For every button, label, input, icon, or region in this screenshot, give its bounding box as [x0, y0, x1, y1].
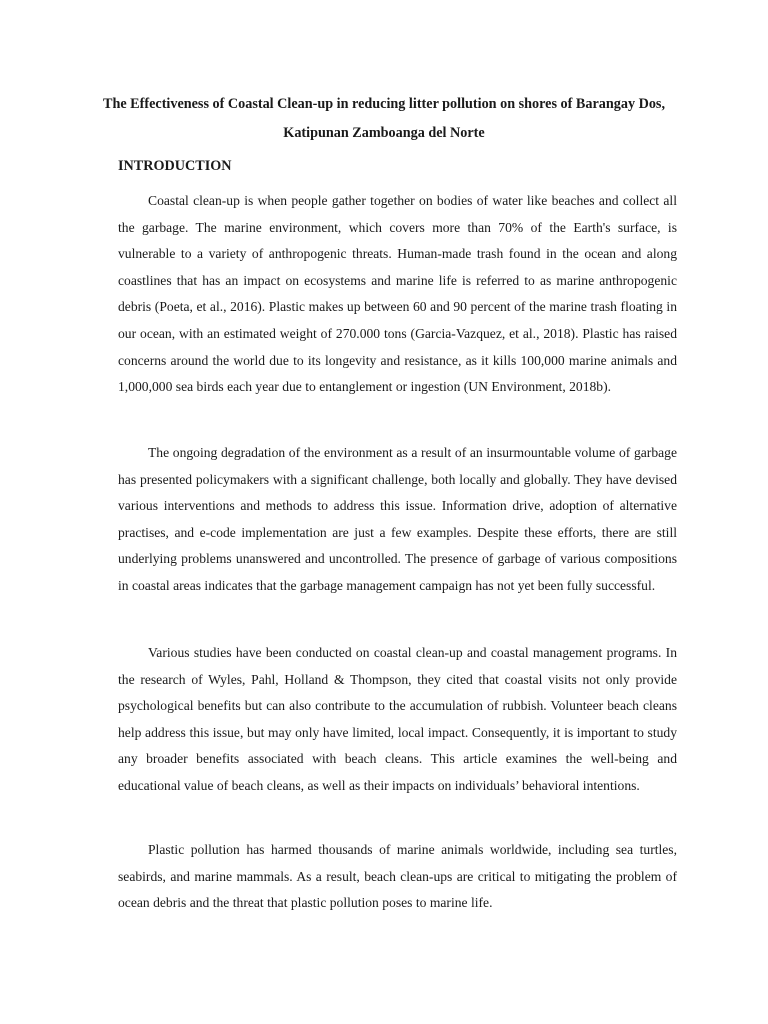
document-title: The Effectiveness of Coastal Clean-up in reducing litter pollution on shores of Barangay Dos, Katipunan Zamboanga del Norte — [102, 96, 665, 141]
section-heading: INTRODUCTION — [118, 158, 232, 174]
paragraph: Coastal clean-up is when people gather together on bodies of water like beaches and collect all the garbage. The marine environment, which covers more than 70% of the Earth's surface, is vulnerable to a variety of anthropogenic threats. Human-made trash found in the ocean and along coastlines that has an impact on ecosystems and marine life is referred to as marine anthropogenic debris (Poeta, et al., 2016). Plastic makes up between 60 and 90 percent of the marine trash floating in our ocean, with an estimated weight of 270.000 tons (Garcia-Vazquez, et al., 2018). Plastic has raised concerns around the world due to its longevity and resistance, as it kills 100,000 marine animals and 1,000,000 sea birds each year due to entanglement or ingestion (UN Environment, 2018b). — [118, 193, 677, 395]
paragraph: Various studies have been conducted on coastal clean-up and coastal management programs. In the research of Wyles, Pahl, Holland & Thompson, they cited that coastal visits not only provide psychological benefits but can also contribute to the accumulation of rubbish. Volunteer beach cleans help address this issue, but may only have limited, local impact. Consequently, it is important to study any broader benefits associated with beach cleans. This article examines the well-being and educational value of beach cleans, as well as their impacts on individuals’ behavioral intentions. — [118, 645, 677, 793]
paragraph: The ongoing degradation of the environment as a result of an insurmountable volume of garbage has presented policymakers with a significant challenge, both locally and globally. They have devised various interventions and methods to address this issue. Information drive, adoption of alternative practises, and e-code implementation are just a few examples. Despite these efforts, there are still underlying problems unanswered and uncontrolled. The presence of garbage of various compositions in coastal areas indicates that the garbage management campaign has not yet been fully successful. — [118, 445, 677, 593]
paragraph: Plastic pollution has harmed thousands of marine animals worldwide, including sea turtles, seabirds, and marine mammals. As a result, beach clean-ups are critical to mitigating the problem of ocean debris and the threat that plastic pollution poses to marine life. — [118, 842, 677, 911]
